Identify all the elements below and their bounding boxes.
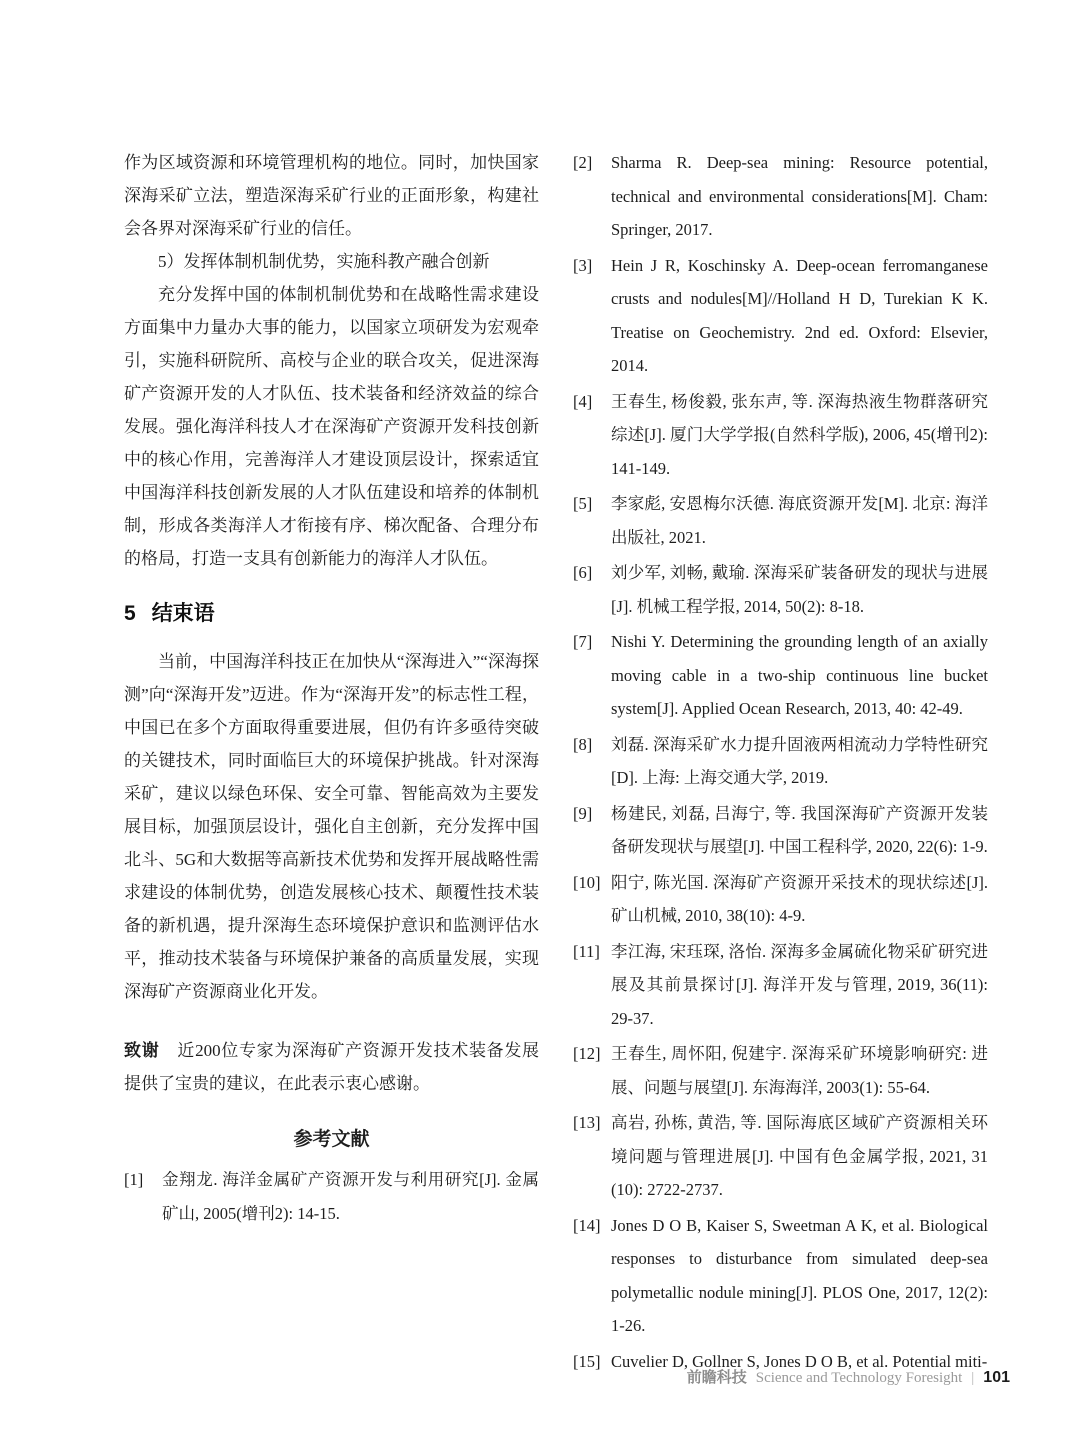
reference-item — [573, 728, 988, 795]
reference-item — [573, 556, 988, 623]
acknowledgment-text: 近200位专家为深海矿产资源开发技术装备发展提供了宝贵的建议，在此表示衷心感谢。 — [124, 1041, 540, 1093]
body-paragraph: 作为区域资源和环境管理机构的地位。同时，加快国家深海采矿立法，塑造深海采矿行业的正面形象，构建社会各界对深海采矿行业的信任。 — [124, 153, 539, 238]
reference-item — [573, 935, 988, 1036]
reference-text: 王春生, 杨俊毅, 张东声, 等. 深海热液生物群落研究综述[J]. 厦门大学学报(自然科学版), 2006, 45(增刊2): 141-149. — [611, 391, 988, 478]
reference-label: [3] — [573, 255, 593, 275]
body-paragraph: 充分发挥中国的体制机制优势和在战略性需求建设方面集中力量办大事的能力，以国家立项研发为宏观牵引，实施科研院所、高校与企业的联合攻关，促进深海矿产资源开发的人才队伍、技术装备和经济效益的综合发展。强化海洋科技人才在深海矿产资源开发科技创新中的核心作用，完善海洋人才建设顶层设计，探索适宜中国海洋科技创新发展的人才队伍建设和培养的体制机制，形成各类海洋人才衔接有序、梯次配备、合理分布的格局，打造一支具有创新能力的海洋人才队伍。 — [124, 285, 539, 568]
reference-text: 阳宁, 陈光国. 深海矿产资源开采技术的现状综述[J]. 矿山机械, 2010, 38(10): 4-9. — [611, 872, 988, 925]
reference-text: 高岩, 孙栋, 黄浩, 等. 国际海底区域矿产资源相关环境问题与管理进展[J]. 中国有色金属学报, 2021, 31 (10): 2722-2737. — [611, 1113, 988, 1199]
reference-label: [14] — [573, 1215, 601, 1235]
section-title: 结束语 — [151, 602, 215, 625]
reference-item — [573, 487, 988, 554]
reference-text: Nishi Y. Determining the grounding length of an axially moving cable in a two-ship continuous line bucket system[J]. Applied Ocean Research, 2013, 40: 42-49. — [611, 632, 988, 718]
reference-item — [573, 625, 988, 726]
right-column — [573, 146, 988, 1380]
reference-text: 刘磊. 深海采矿水力提升固液两相流动力学特性研究[D]. 上海: 上海交通大学, 2019. — [611, 734, 988, 787]
page-footer — [687, 1366, 1010, 1387]
journal-name-cn: 前瞻科技 — [686, 1369, 747, 1386]
reference-item — [573, 249, 988, 383]
acknowledgment-label: 致谢 — [124, 1041, 160, 1060]
reference-label: [6] — [573, 563, 593, 582]
reference-label: [4] — [573, 391, 593, 411]
reference-text: 王春生, 周怀阳, 倪建宇. 深海采矿环境影响研究: 进展、问题与展望[J]. 东海海洋, 2003(1): 55-64. — [611, 1044, 988, 1097]
reference-text: 刘少军, 刘畅, 戴瑜. 深海采矿装备研发的现状与进展[J]. 机械工程学报, 2014, 50(2): 8-18. — [611, 563, 988, 616]
reference-text: Sharma R. Deep-sea mining: Resource potential, technical and environmental considerations[M]. Cham: Springer, 2017. — [611, 153, 988, 239]
reference-text: 李家彪, 安恩梅尔沃德. 海底资源开发[M]. 北京: 海洋出版社, 2021. — [611, 494, 988, 547]
section-number: 5 — [124, 602, 136, 625]
reference-label: [12] — [573, 1044, 601, 1063]
reference-label: [1] — [124, 1170, 144, 1189]
body-paragraph: 当前，中国海洋科技正在加快从“深海进入”“深海探测”向“深海开发”迈进。作为“深海开发”的标志性工程，中国已在多个方面取得重要进展，但仍有许多亟待突破的关键技术，同时面临巨大的环境保护挑战。针对深海采矿，建议以绿色环保、安全可靠、智能高效为主要发展目标，加强顶层设计，强化自主创新，充分发挥中国北斗、5G和大数据等高新技术优势和发挥开展战略性需求建设的体制优势，创造发展核心技术、颠覆性技术装备的新机遇，提升深海生态环境保护意识和监测评估水平，推动技术装备与环境保护兼备的高质量发展，实现深海矿产资源商业化开发。 — [124, 652, 539, 1001]
references-heading: 参考文献 — [293, 1129, 370, 1150]
reference-label: [5] — [573, 494, 593, 513]
reference-text: 杨建民, 刘磊, 吕海宁, 等. 我国深海矿产资源开发装备研发现状与展望[J]. 中国工程科学, 2020, 22(6): 1-9. — [611, 803, 988, 856]
reference-item — [573, 1106, 988, 1207]
subpoint-heading: 5）发挥体制机制优势，实施科教产融合创新 — [158, 252, 490, 271]
reference-item — [573, 385, 988, 486]
reference-label: [9] — [573, 803, 593, 823]
reference-item — [573, 1209, 988, 1343]
reference-list — [124, 1163, 539, 1230]
reference-item — [124, 1163, 539, 1230]
page-number: 101 — [983, 1369, 1010, 1386]
reference-label: [2] — [573, 153, 593, 172]
reference-text: 金翔龙. 海洋金属矿产资源开发与利用研究[J]. 金属矿山, 2005(增刊2): 14-15. — [162, 1170, 539, 1223]
reference-item — [573, 797, 988, 864]
footer-divider: | — [971, 1370, 975, 1386]
reference-text: Cuvelier D, Gollner S, Jones D O B, et al. Potential miti- — [611, 1351, 988, 1371]
reference-item — [573, 866, 988, 933]
reference-label: [15] — [573, 1351, 601, 1371]
reference-label: [7] — [573, 632, 593, 651]
reference-list — [573, 146, 988, 1378]
acknowledgment — [124, 1034, 539, 1100]
reference-text: Jones D O B, Kaiser S, Sweetman A K, et al. Biological responses to disturbance from simulated deep-sea polymetallic nodule mining[J]. PLOS One, 2017, 12(2): 1-26. — [611, 1215, 988, 1335]
left-column — [124, 146, 539, 1380]
reference-label: [8] — [573, 734, 593, 754]
reference-item — [573, 1037, 988, 1104]
reference-text: Hein J R, Koschinsky A. Deep-ocean ferromanganese crusts and nodules[M]//Holland H D, Turekian K K. Treatise on Geochemistry. 2nd ed. Oxford: Elsevier, 2014. — [611, 255, 988, 375]
reference-label: [13] — [573, 1113, 601, 1132]
reference-text: 李江海, 宋珏琛, 洛怡. 深海多金属硫化物采矿研究进展及其前景探讨[J]. 海洋开发与管理, 2019, 36(11): 29-37. — [611, 941, 988, 1028]
journal-name-en: Science and Technology Foresight — [755, 1370, 963, 1386]
conclusion-heading — [124, 597, 539, 627]
reference-label: [11] — [573, 941, 600, 961]
reference-item — [573, 146, 988, 247]
reference-label: [10] — [573, 872, 601, 892]
page-content — [124, 146, 988, 1380]
